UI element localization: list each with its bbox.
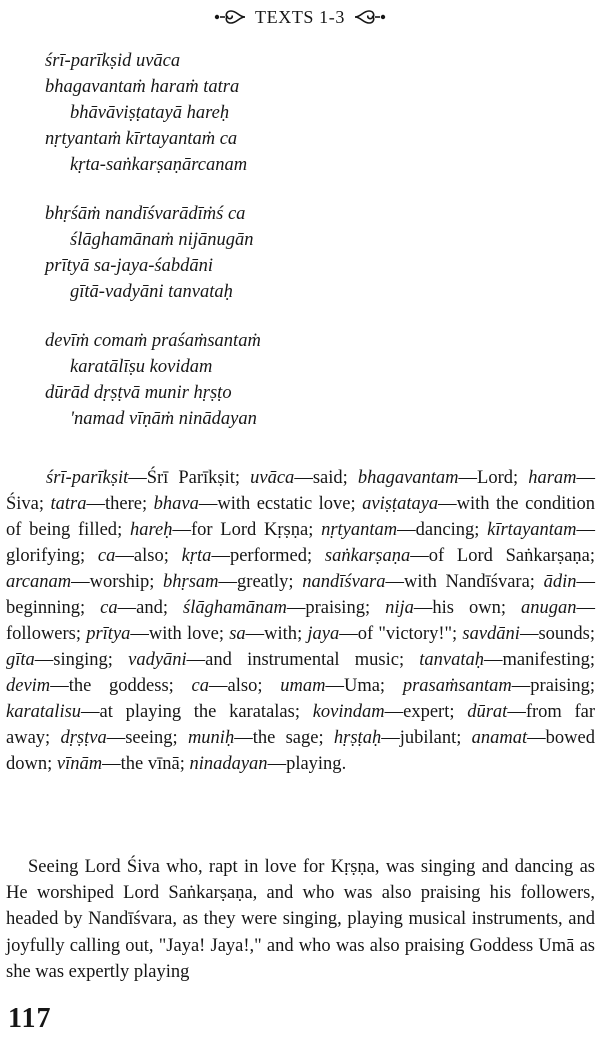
- sanskrit-verses: [45, 48, 585, 455]
- verse-line: ślāghamānaṁ nijānugān: [70, 230, 254, 250]
- synonym-meaning: of Lord Saṅkarṣaṇa: [428, 546, 590, 566]
- translation-paragraph: Seeing Lord Śiva who, rapt in love for Kṛṣṇa, was singing and dancing as He worshiped Lord Saṅkarṣaṇa, and who was also praising his followers, headed by Nandīśvara, as they were singing, playing musical instruments, and joyfully calling out, "Jaya! Jaya!," and who was also praising Goddess Umā as she was expertly playing: [6, 857, 595, 982]
- verse-line: śrī-parīkṣid uvāca: [45, 51, 181, 71]
- verse-line: bhṛśāṁ nandīśvarādīṁś ca: [45, 204, 246, 224]
- verse-stanza: [45, 48, 585, 178]
- synonym-meaning: seeing: [125, 728, 173, 748]
- synonym-word: ślāghamānam: [183, 598, 287, 618]
- flourish-ornament-icon: [211, 7, 247, 27]
- section-title: TEXTS 1-3: [255, 6, 345, 27]
- synonym-meaning: singing: [53, 650, 108, 670]
- synonym-meaning: Lord: [477, 468, 514, 488]
- synonym-meaning: Uma: [343, 676, 380, 696]
- verse-line: prītyā sa-jaya-śabdāni: [45, 256, 214, 276]
- synonym-meaning: praising: [530, 676, 590, 696]
- synonym-word: umam: [280, 676, 326, 696]
- synonym-meaning: with Nandīśvara: [403, 572, 530, 592]
- synonym-word: nandīśvara: [302, 572, 386, 592]
- synonym-meaning: from far away: [6, 702, 596, 748]
- synonym-word: prasaṁsantam: [402, 676, 512, 696]
- synonym-meaning: Śiva: [6, 494, 39, 514]
- synonym-word: ca: [97, 546, 116, 566]
- synonym-word: vīnām: [56, 754, 103, 774]
- verse-line: nṛtyantaṁ kīrtayantaṁ ca: [45, 129, 238, 149]
- synonym-meaning: of "victory!": [357, 624, 453, 644]
- synonym-word: ādin: [543, 572, 577, 592]
- verse-line: devīṁ comaṁ praśaṁsantaṁ: [45, 331, 261, 351]
- synonym-word: nṛtyantam: [321, 520, 398, 540]
- synonym-word: prītya: [86, 624, 131, 644]
- synonym-word: dṛṣṭva: [60, 728, 107, 748]
- synonym-word: bhava: [153, 494, 199, 514]
- verse-line: kṛta-saṅkarṣaṇārcanam: [70, 155, 248, 175]
- synonym-meaning: playing: [286, 754, 342, 774]
- synonym-word: dūrat: [467, 702, 508, 722]
- synonym-meaning: bowed down: [6, 728, 595, 774]
- synonym-meaning: the sage: [252, 728, 319, 748]
- synonym-meaning: with ecstatic love: [217, 494, 351, 514]
- synonym-word: nija: [385, 598, 414, 618]
- synonym-meaning: with the condition of being filled: [6, 494, 596, 540]
- synonym-meaning: there: [105, 494, 142, 514]
- synonym-meaning: at playing the karatalas: [99, 702, 295, 722]
- synonym-word: devim: [6, 676, 51, 696]
- synonym-meaning: praising: [305, 598, 365, 618]
- synonym-meaning: said: [312, 468, 343, 488]
- synonym-word: sa: [229, 624, 246, 644]
- synonym-word: kīrtayantam: [487, 520, 577, 540]
- synonym-word: saṅkarṣaṇa: [324, 546, 411, 566]
- synonym-meaning: and: [136, 598, 163, 618]
- synonym-meaning: performed: [229, 546, 307, 566]
- synonym-word: kovindam: [312, 702, 385, 722]
- synonym-word: muniḥ: [187, 728, 235, 748]
- verse-line: 'namad vīṇāṁ ninādayan: [70, 409, 257, 429]
- synonym-meaning: Śrī Parīkṣit: [146, 468, 235, 488]
- synonym-word: haram: [528, 468, 577, 488]
- synonym-meaning: beginning: [6, 598, 80, 618]
- synonym-word: savdāni: [462, 624, 520, 644]
- synonym-meaning: sounds: [538, 624, 590, 644]
- synonym-word: bhagavantam: [357, 468, 459, 488]
- flourish-ornament-icon: [353, 7, 389, 27]
- synonym-word: uvāca: [250, 468, 295, 488]
- synonym-word: aviṣṭataya: [362, 494, 439, 514]
- synonym-meaning: also: [227, 676, 258, 696]
- verse-line: karatālīṣu kovidam: [70, 357, 213, 377]
- running-header: [0, 0, 600, 34]
- synonym-word: anugan: [521, 598, 577, 618]
- synonym-meaning: expert: [403, 702, 450, 722]
- synonym-meaning: with love: [148, 624, 219, 644]
- synonym-word: tanvataḥ: [419, 650, 485, 670]
- verse-line: gītā-vadyāni tanvataḥ: [70, 282, 233, 302]
- synonym-word: kṛta: [181, 546, 212, 566]
- synonym-meaning: followers: [6, 624, 76, 644]
- verse-stanza: [45, 328, 585, 432]
- synonym-word: karatalisu: [6, 702, 82, 722]
- synonym-meaning: worship: [89, 572, 150, 592]
- synonym-meaning: the vīnā: [120, 754, 180, 774]
- synonym-meaning: dancing: [415, 520, 475, 540]
- synonym-meaning: his own: [432, 598, 501, 618]
- synonym-word: ca: [191, 676, 210, 696]
- synonym-meaning: the goddess: [68, 676, 169, 696]
- synonym-meaning: for Lord Kṛṣṇa: [190, 520, 309, 540]
- synonym-word: bhṛsam: [163, 572, 219, 592]
- synonym-word: arcanam: [6, 572, 72, 592]
- synonym-word: hṛṣṭaḥ: [333, 728, 382, 748]
- synonym-word: anamat: [471, 728, 528, 748]
- synonym-word: hareḥ: [129, 520, 173, 540]
- verse-line: bhāvāviṣṭatayā hareḥ: [70, 103, 230, 123]
- synonym-word: gīta: [6, 650, 35, 670]
- verse-line: bhagavantaṁ haraṁ tatra: [45, 77, 240, 97]
- verse-line: dūrād dṛṣṭvā munir hṛṣṭo: [45, 383, 232, 403]
- synonym-word: ninadayan: [189, 754, 268, 774]
- synonym-meaning: jubilant: [399, 728, 457, 748]
- synonym-word: tatra: [50, 494, 87, 514]
- synonym-meaning: with: [264, 624, 298, 644]
- synonym-word: śrī-parīkṣit: [46, 468, 129, 488]
- synonym-word: vadyāni: [128, 650, 187, 670]
- synonym-meaning: glorifying: [6, 546, 80, 566]
- synonym-meaning: manifesting: [502, 650, 590, 670]
- word-for-word-synonyms: śrī-parīkṣit—Śrī Parīkṣit; uvāca—said; bhagavantam—Lord; haram—Śiva; tatra—there; bhava—with ecstatic love; aviṣṭataya—with the condition of being filled; hareḥ—for Lord Kṛṣṇa; nṛtyantam—dancing; kīrtayantam—glorifying; ca—also; kṛta—performed; saṅkarṣaṇa—of Lord Saṅkarṣaṇa; arcanam—worship; bhṛsam—greatly; nandīśvara—with Nandīśvara; ādin—beginning; ca—and; ślāghamānam—praising; nija—his own; anugan—followers; prītya—with love; sa—with; jaya—of "victory!"; savdāni—sounds; gīta—singing; vadyāni—and instrumental music; tanvataḥ—manifesting; devim—the goddess; ca—also; umam—Uma; prasaṁsantam—praising; karatalisu—at playing the karatalas; kovindam—expert; dūrat—from far away; dṛṣṭva—seeing; muniḥ—the sage; hṛṣṭaḥ—jubilant; anamat—bowed down; vīnām—the vīnā; ninadayan—playing.: [6, 468, 596, 774]
- synonym-word: jaya: [307, 624, 340, 644]
- synonym-meaning: also: [133, 546, 164, 566]
- page-number: 117: [8, 1003, 52, 1034]
- synonym-meaning: greatly: [237, 572, 289, 592]
- verse-stanza: [45, 201, 585, 305]
- synonym-word: ca: [100, 598, 118, 618]
- synonym-meaning: and instrumental music: [205, 650, 399, 670]
